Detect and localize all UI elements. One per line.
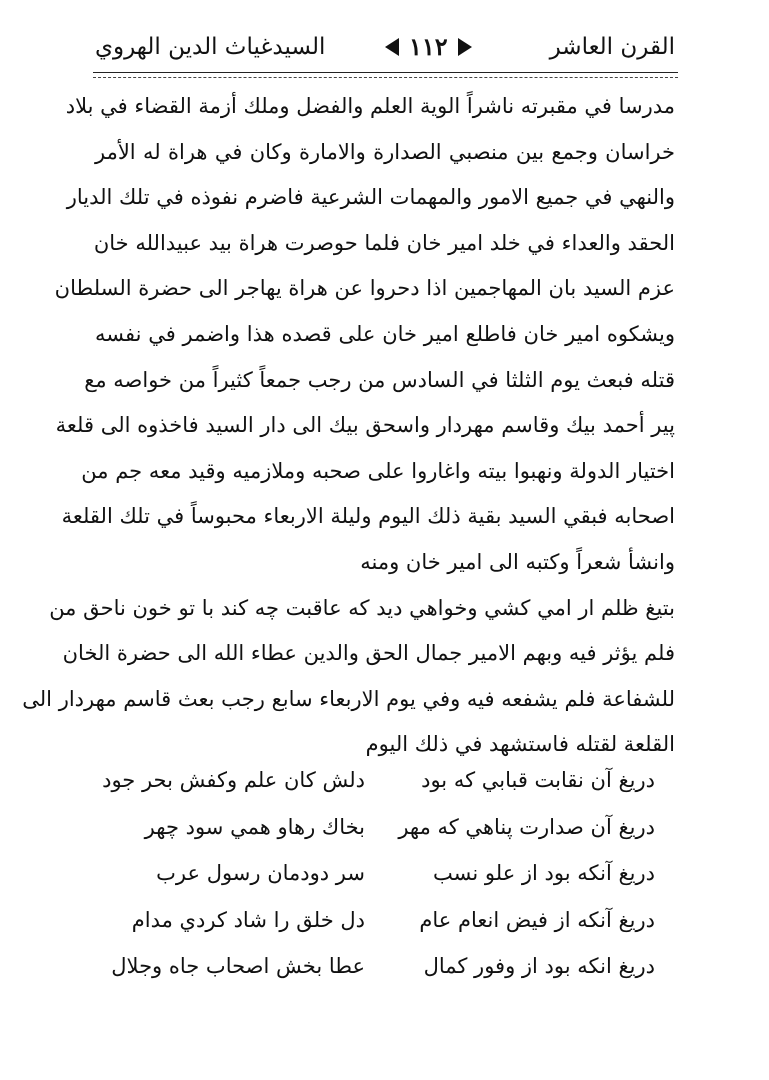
- text-line: وانشأ شعراً وكتبه الى امير خان ومنه: [360, 549, 675, 574]
- right-ornament-icon: [458, 38, 472, 56]
- text-line: قتله فبعث يوم الثلثا في السادس من رجب جمعاً كثيراً من خواصه مع: [84, 367, 675, 392]
- running-header: [95, 28, 675, 72]
- verse-couplet: [95, 815, 675, 862]
- verse-first-hemistich: دريغ آن صدارت پناهي كه مهر: [398, 814, 655, 839]
- text-line: والنهي في جميع الامور والمهمات الشرعية فاضرم نفوذه في تلك الديار: [66, 185, 675, 210]
- text-line: القلعة لقتله فاستشهد في ذلك اليوم: [365, 732, 675, 757]
- text-line: عزم السيد بان المهاجمين اذا دحروا عن هراة يهاجر الى حضرة السلطان: [54, 276, 675, 301]
- verse-couplet: [95, 908, 675, 955]
- text-line: خراسان وجمع بين منصبي الصدارة والامارة وكان في هراة له الأمر: [95, 139, 675, 164]
- verse-second-hemistich: عطا بخش اصحاب جاه وجلال: [111, 954, 365, 978]
- text-line: مدرسا في مقبرته ناشراً الوية العلم والفضل وملك أزمة القضاء في بلاد: [65, 94, 675, 118]
- left-ornament-icon: [385, 38, 399, 56]
- header-dashed-rule: [93, 77, 678, 78]
- body-text: [22, 84, 675, 768]
- persian-verse-line: بتيغ ظلم ار امي كشي وخواهي ديد كه عاقبت چه كند با تو خون ناحق من: [49, 595, 675, 620]
- verse-second-hemistich: سر دودمان رسول عرب: [156, 861, 365, 885]
- text-line: ويشكوه امير خان فاطلع امير خان على قصده هذا واضمر في نفسه: [95, 321, 675, 346]
- verse-couplet: [95, 861, 675, 908]
- verse-couplet: [95, 768, 675, 815]
- text-line: اختيار الدولة ونهبوا بيته واغاروا على صحبه وملازميه وقيد معه جم من: [81, 458, 675, 483]
- verse-first-hemistich: دريغ آن نقابت قبابي كه بود: [421, 768, 655, 792]
- page-number: ١١٢: [409, 32, 448, 61]
- text-line: فلم يؤثر فيه وبهم الامير جمال الحق والدين عطاء الله الى حضرة الخان: [62, 641, 675, 666]
- header-biography-name: السيدغياث الدين الهروي: [95, 34, 326, 60]
- verse-second-hemistich: دلش كان علم وكفش بحر جود: [102, 768, 365, 792]
- page-number-block: [385, 32, 472, 61]
- verse-first-hemistich: دريغ آنكه بود از علو نسب: [433, 861, 655, 885]
- text-line: للشفاعة فلم يشفعه فيه وفي يوم الاربعاء سابع رجب بعث قاسم مهردار الى: [22, 686, 675, 711]
- elegy-verses: [95, 768, 675, 1001]
- header-rule: [93, 72, 678, 73]
- verse-couplet: [95, 954, 675, 1001]
- verse-first-hemistich: دريغ انكه بود از وفور كمال: [423, 954, 655, 978]
- text-line: پير أحمد بيك وقاسم مهردار واسحق بيك الى دار السيد فاخذوه الى قلعة: [55, 413, 675, 438]
- text-line: الحقد والعداء في خلد امير خان فلما حوصرت هراة بيد عبيدالله خان: [93, 230, 675, 255]
- header-century: القرن العاشر: [549, 34, 675, 60]
- verse-second-hemistich: دل خلق را شاد كردي مدام: [131, 907, 365, 932]
- text-line: اصحابه فبقي السيد بقية ذلك اليوم وليلة الاربعاء محبوساً في تلك القلعة: [61, 504, 675, 529]
- verse-first-hemistich: دريغ آنكه از فيض انعام عام: [419, 907, 655, 932]
- verse-second-hemistich: بخاك رهاو همي سود چهر: [144, 814, 365, 839]
